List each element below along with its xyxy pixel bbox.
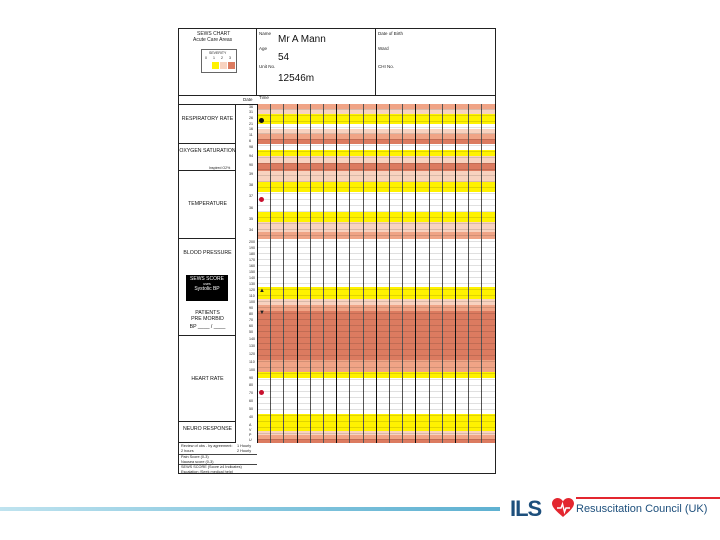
time-label: Time — [259, 95, 269, 100]
bottom-accent-bar — [0, 507, 500, 511]
grid-row-line — [257, 349, 495, 350]
sews-score-box — [186, 275, 228, 301]
key-value: 0 — [205, 56, 207, 60]
scale-tick-label: 140 — [249, 336, 255, 341]
grid-row-line — [257, 205, 495, 206]
grid-column-line — [376, 104, 377, 443]
grid-row-line — [257, 289, 495, 290]
section-label: HEART RATE — [191, 376, 224, 382]
scale-tick-label: 98 — [249, 144, 253, 149]
dob-label: Date of Birth — [378, 31, 404, 36]
scale-tick-label: 34 — [249, 228, 253, 233]
grid-row-line — [257, 277, 495, 278]
chi-label: CHI No. — [378, 64, 395, 69]
footer-hours: 2 hours — [181, 449, 194, 453]
details-block — [376, 29, 495, 95]
section-label: RESPIRATORY RATE — [181, 116, 234, 122]
section-label: TEMPERATURE — [188, 201, 227, 207]
patient-name: Mr A Mann — [278, 34, 326, 45]
heart-rate-dot — [259, 390, 264, 395]
key-value: 3 — [229, 56, 231, 60]
scale-tick-label: A — [249, 422, 252, 427]
sews-score-uses: uses — [203, 282, 211, 286]
grid-row-line — [257, 379, 495, 380]
scale-tick-label: 35 — [249, 216, 253, 221]
grid-row-line — [257, 331, 495, 332]
heart-icon — [552, 498, 574, 518]
scale-tick-label: 70 — [249, 318, 253, 323]
scale-tick-label: 110 — [249, 359, 255, 364]
key-swatch-red — [228, 62, 235, 69]
grid-row-line — [257, 403, 495, 404]
grid-row-line — [257, 385, 495, 386]
grid-row-line — [257, 409, 495, 410]
date-label: Date — [243, 97, 253, 102]
bp-systolic-marker: ▲ — [259, 288, 265, 294]
scale-temperature — [236, 171, 258, 239]
scale-tick-label: 100 — [249, 300, 255, 305]
organisation-name: Resuscitation Council (UK) — [576, 503, 708, 515]
footer-nausea: Nausea score (0-3) — [181, 460, 214, 464]
scale-tick-label: 160 — [249, 263, 255, 268]
grid-column-line — [363, 104, 364, 443]
section-respiratory — [179, 104, 236, 144]
scale-tick-label: 40 — [249, 414, 253, 419]
grid-row-line — [257, 235, 495, 236]
grid-row-line — [257, 223, 495, 224]
grid-row-line — [257, 295, 495, 296]
section-heart-rate — [179, 336, 236, 422]
scale-tick-label: 38 — [249, 182, 253, 187]
key-value: 1 — [213, 56, 215, 60]
ward-label: Ward — [378, 46, 389, 51]
grid-row-line — [257, 325, 495, 326]
scale-tick-label: 36 — [249, 205, 253, 210]
grid-row-line — [257, 157, 495, 158]
grid-column-line — [415, 104, 416, 443]
scale-tick-label: 16 — [249, 127, 253, 132]
grid-row-line — [257, 181, 495, 182]
name-label: Name — [259, 31, 272, 36]
grid-row-line — [257, 415, 495, 416]
scale-tick-label: 90 — [249, 375, 253, 380]
scale-tick-label: 94 — [249, 153, 253, 158]
scale-tick-label: 50 — [249, 330, 253, 335]
grid-row-line — [257, 163, 495, 164]
grid-row-line — [257, 109, 495, 110]
scale-tick-label: 110 — [249, 294, 255, 299]
scale-tick-label: 60 — [249, 324, 253, 329]
scale-tick-label: 31 — [249, 110, 253, 115]
footer-divider — [179, 454, 257, 455]
scale-tick-label: 130 — [249, 344, 255, 349]
grid-column-line — [402, 104, 403, 443]
footer-escalation: Escalation (Seek medical help) — [181, 470, 234, 474]
scale-tick-label: 11 — [249, 133, 253, 138]
grid-column-line — [495, 104, 496, 443]
scale-tick-label: 130 — [249, 281, 255, 286]
chart-title: SEWS CHART — [197, 31, 231, 37]
scale-tick-label: 190 — [249, 245, 255, 250]
scale-heart-rate — [236, 336, 258, 422]
key-label: SEVERITY — [209, 51, 227, 55]
grid-row-line — [257, 271, 495, 272]
grid-column-line — [283, 104, 284, 443]
scale-tick-label: 200 — [249, 239, 255, 244]
section-oxygen — [179, 144, 236, 171]
grid-column-line — [389, 104, 390, 443]
grid-row-line — [257, 121, 495, 122]
scale-tick-label: P — [249, 433, 252, 437]
scale-tick-label: 90 — [249, 162, 253, 167]
section-temperature — [179, 171, 236, 239]
sews-chart — [178, 28, 496, 474]
grid-row-line — [257, 253, 495, 254]
grid-column-line — [455, 104, 456, 443]
footer-opt1: 1 Hourly — [237, 444, 252, 448]
grid-row-line — [257, 283, 495, 284]
grid-row-line — [257, 145, 495, 146]
grid-column-line — [323, 104, 324, 443]
grid-column-line — [349, 104, 350, 443]
grid-row-line — [257, 241, 495, 242]
premorbid-label-2: PRE MORBID — [191, 316, 224, 322]
scale-tick-label: 100 — [249, 367, 255, 372]
grid-row-line — [257, 187, 495, 188]
scale-oxygen — [236, 144, 258, 171]
grid-column-line — [257, 104, 258, 443]
grid-column-line — [336, 104, 337, 443]
footer-divider — [179, 464, 257, 465]
grid-column-line — [270, 104, 271, 443]
premorbid-label-1: PATIENTS — [195, 310, 220, 316]
scale-tick-label: 60 — [249, 399, 253, 404]
scale-tick-label: 21 — [249, 121, 253, 126]
grid-column-line — [442, 104, 443, 443]
grid-row-line — [257, 175, 495, 176]
unit-number: 12546m — [278, 73, 315, 84]
scale-tick-label: 140 — [249, 275, 255, 280]
grid-row-line — [257, 301, 495, 302]
age-label: Age — [259, 46, 268, 51]
scale-tick-label: 80 — [249, 383, 253, 388]
section-label: OXYGEN SATURATION — [179, 148, 236, 154]
section-neuro — [179, 422, 236, 443]
scale-tick-label: 90 — [249, 306, 253, 311]
scale-tick-label: 80 — [249, 312, 253, 317]
grid-row-line — [257, 115, 495, 116]
grid-row-line — [257, 361, 495, 362]
scale-tick-label: 120 — [249, 288, 255, 292]
grid-row-line — [257, 169, 495, 170]
scale-tick-label: 36 — [249, 104, 253, 109]
scale-neuro — [236, 422, 258, 443]
scale-blood-pressure — [236, 239, 258, 336]
patient-block — [257, 29, 376, 95]
grid-row-line — [257, 319, 495, 320]
grid-row-line — [257, 151, 495, 152]
grid-row-line — [257, 133, 495, 134]
unit-label: Unit No. — [259, 64, 276, 69]
chart-title-block — [179, 29, 257, 95]
grid-row-line — [257, 367, 495, 368]
scale-tick-label: 6 — [249, 138, 251, 143]
grid-column-line — [481, 104, 482, 443]
chart-subtitle: Acute Care Areas — [193, 37, 233, 43]
scale-tick-label: 50 — [249, 406, 253, 411]
logo-rule — [576, 497, 720, 499]
grid-row-line — [257, 355, 495, 356]
footer-obs: Review of obs - by agreement: — [181, 444, 233, 448]
ils-wordmark: ILS — [510, 496, 542, 521]
grid-column-line — [310, 104, 311, 443]
severity-key — [201, 49, 237, 73]
resp-rate-dot — [259, 118, 264, 123]
grid-row-line — [257, 391, 495, 392]
grid-row-line — [257, 373, 495, 374]
scale-tick-label: 170 — [249, 257, 255, 262]
grid-row-line — [257, 433, 495, 434]
scale-tick-label: 37 — [249, 194, 253, 199]
chart-footer — [179, 443, 495, 474]
grid-row-line — [257, 259, 495, 260]
scale-tick-label: 180 — [249, 251, 255, 256]
scale-tick-label: 70 — [249, 391, 253, 396]
sews-score-title: SEWS SCORE — [190, 276, 224, 282]
grid-row-line — [257, 193, 495, 194]
grid-column-line — [468, 104, 469, 443]
grid-row-line — [257, 139, 495, 140]
footer-sews-total: SEWS SCORE (Score ≥4 Indicates) — [181, 465, 242, 469]
grid-row-line — [257, 421, 495, 422]
scale-tick-label: 39 — [249, 171, 253, 176]
grid-column-line — [297, 104, 298, 443]
patient-age: 54 — [278, 52, 290, 63]
scale-tick-label: U — [249, 438, 252, 443]
key-swatch-peach — [220, 62, 227, 69]
footer-pain: Pain Score (0-3) — [181, 455, 209, 459]
grid-row-line — [257, 343, 495, 344]
premorbid-bp-blank: BP ____ / ____ — [189, 324, 226, 330]
grid-column-line — [429, 104, 430, 443]
scale-tick-label: 120 — [249, 352, 255, 357]
temperature-dot — [259, 197, 264, 202]
grid-row-line — [257, 427, 495, 428]
grid-row-line — [257, 199, 495, 200]
section-label: NEURO RESPONSE — [182, 426, 232, 432]
scale-respiratory — [236, 104, 258, 144]
scale-tick-label: 26 — [249, 115, 253, 120]
grid-row-line — [257, 397, 495, 398]
grid-row-line — [257, 217, 495, 218]
grid-row-line — [257, 127, 495, 128]
grid-row-line — [257, 265, 495, 266]
key-swatch-yellow — [212, 62, 219, 69]
key-value: 2 — [221, 56, 223, 60]
observation-grid — [257, 104, 495, 443]
chart-header — [179, 29, 495, 96]
grid-row-line — [257, 310, 495, 316]
grid-row-line — [257, 439, 495, 440]
scale-tick-label: V — [249, 427, 252, 432]
inspired-o2-label: Inspired O2% — [209, 166, 231, 170]
grid-row-line — [257, 247, 495, 248]
grid-row-line — [257, 229, 495, 230]
scale-tick-label: 150 — [249, 269, 255, 274]
grid-row-line — [257, 307, 495, 308]
sews-score-systolic: Systolic BP — [194, 286, 220, 292]
footer-opt2: 2 Hourly — [237, 449, 252, 453]
grid-row-line — [257, 337, 495, 338]
bp-diastolic-marker: ▼ — [259, 310, 265, 316]
section-label: BLOOD PRESSURE — [183, 250, 232, 256]
grid-row-line — [257, 211, 495, 212]
